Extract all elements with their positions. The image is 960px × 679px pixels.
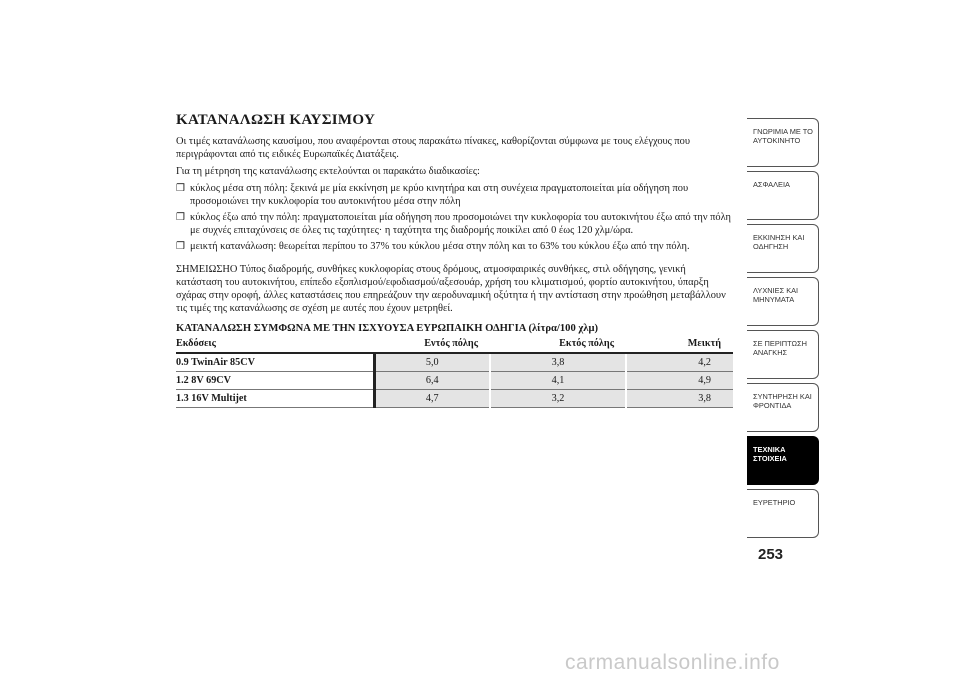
table-header-row: [176, 336, 733, 353]
header-urban: Εντός πόλης: [374, 336, 490, 353]
note-paragraph: ΣΗΜΕΙΩΣΗΟ Τύπος διαδρομής, συνθήκες κυκλοφορίας στους δρόμους, ατμοσφαιρικές συνθήκες, στιλ οδήγησης, γενική κατάσταση του αυτοκινήτου, επίπεδο εξοπλισμού/εφοδιασμού/αξεσουάρ, χρήση του κλιματισμού, φορτίο αυτοκινήτου, ύπαρξη σχάρας στην οροφή, άλλες καταστάσεις που επηρεάζουν την αεροδυναμική οξύτητα ή την αντίσταση στην προώθηση μεταβάλλουν τις τιμές της κατανάλωσης σε σχέση με αυτές που έχουν μετρηθεί.: [176, 264, 726, 314]
tab-safety[interactable]: ΑΣΦΑΛΕΙΑ: [747, 171, 819, 220]
tab-maintenance[interactable]: ΣΥΝΤΗΡΗΣΗ ΚΑΙ ΦΡΟΝΤΙΔΑ: [747, 383, 819, 432]
section-tabs: [747, 118, 819, 542]
checkbox-bullet-icon: ❒: [176, 183, 185, 194]
main-content: [176, 112, 733, 408]
urban-cell: 6,4: [374, 372, 490, 390]
version-cell: 0.9 TwinAir 85CV: [176, 353, 374, 372]
bullet-item: [176, 211, 733, 237]
tab-emergency[interactable]: ΣΕ ΠΕΡΙΠΤΩΣΗ ΑΝΑΓΚΗΣ: [747, 330, 819, 379]
table-row: [176, 390, 733, 408]
version-cell: 1.3 16V Multijet: [176, 390, 374, 408]
table-row: [176, 372, 733, 390]
table-title: ΚΑΤΑΝΑΛΩΣΗ ΣΥΜΦΩΝΑ ΜΕ ΤΗΝ ΙΣΧΥΟΥΣΑ ΕΥΡΩΠΑΙΚΗ ΟΔΗΓΙΑ (λίτρα/100 χλμ): [176, 323, 599, 334]
header-versions: Εκδόσεις: [176, 336, 374, 353]
combined-cell: 4,9: [626, 372, 733, 390]
extra-urban-cell: 3,2: [490, 390, 626, 408]
tab-warning-lights[interactable]: ΛΥΧΝΙΕΣ ΚΑΙ ΜΗΝΥΜΑΤΑ: [747, 277, 819, 326]
watermark: carmanualsonline.info: [565, 651, 780, 674]
page-number: 253: [758, 546, 784, 563]
checkbox-bullet-icon: ❒: [176, 241, 185, 252]
tab-starting-driving[interactable]: ΕΚΚΙΝΗΣΗ ΚΑΙ ΟΔΗΓΗΣΗ: [747, 224, 819, 273]
urban-cell: 4,7: [374, 390, 490, 408]
lead-paragraph: Για τη μέτρηση της κατανάλωσης εκτελούνται οι παρακάτω διαδικασίες:: [176, 166, 480, 177]
page-title: ΚΑΤΑΝΑΛΩΣΗ ΚΑΥΣΙΜΟΥ: [176, 112, 376, 128]
version-cell: 1.2 8V 69CV: [176, 372, 374, 390]
bullet-item: [176, 240, 733, 253]
bullet-text: μεικτή κατανάλωση: θεωρείται περίπου το 37% του κύκλου μέσα στην πόλη και το 63% του κύκλου έξω από την πόλη.: [190, 241, 690, 252]
extra-urban-cell: 3,8: [490, 353, 626, 372]
tab-index[interactable]: ΕΥΡΕΤΗΡΙΟ: [747, 489, 819, 538]
bullet-text: κύκλος έξω από την πόλη: πραγματοποιείται μία οδήγηση που προσομοιώνει την κυκλοφορία του αυτοκινήτου έξω από την πόλη με συχνές επιταχύνσεις σε όλες τις ταχύτητες· η ταχύτητα της διαδρομής ποικίλει από 0 έως 120 χλμ/ώρα.: [190, 212, 731, 236]
tab-technical-data[interactable]: ΤΕΧΝΙΚΑ ΣΤΟΙΧΕΙΑ: [747, 436, 819, 485]
checkbox-bullet-icon: ❒: [176, 212, 185, 223]
combined-cell: 3,8: [626, 390, 733, 408]
header-combined: Μεικτή: [626, 336, 733, 353]
table-row: [176, 353, 733, 372]
bullet-text: κύκλος μέσα στη πόλη: ξεκινά με μία εκκίνηση με κρύο κινητήρα και στη συνέχεια πραγματοποιείται μία οδήγηση που προσομοιώνει την κυκλοφορία του αυτοκινήτου μέσα στην πόλη: [190, 183, 689, 207]
urban-cell: 5,0: [374, 353, 490, 372]
extra-urban-cell: 4,1: [490, 372, 626, 390]
intro-paragraph: Οι τιμές κατανάλωσης καυσίμου, που αναφέρονται στους παρακάτω πίνακες, καθορίζονται σύμφωνα με τους ελέγχους που περιγράφονται από τις ειδικές Ευρωπαϊκές Διατάξεις.: [176, 136, 690, 160]
consumption-table: [176, 336, 733, 408]
tab-getting-to-know[interactable]: ΓΝΩΡΙΜΙΑ ΜΕ ΤΟ ΑΥΤΟΚΙΝΗΤΟ: [747, 118, 819, 167]
bullet-item: [176, 182, 733, 208]
header-extra-urban: Εκτός πόλης: [490, 336, 626, 353]
combined-cell: 4,2: [626, 353, 733, 372]
